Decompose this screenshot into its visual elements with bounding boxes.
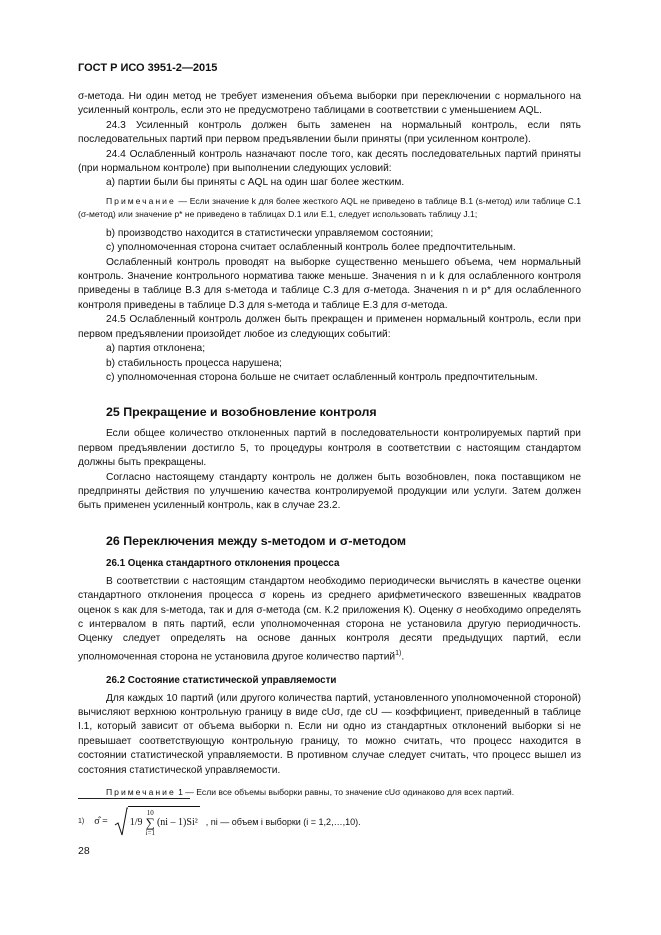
list-item: а) партии были бы приняты с AQL на один шаг более жестким. — [106, 177, 405, 189]
list-item: b) производство находится в статистически управляемом состоянии; — [106, 227, 434, 239]
paragraph: 24.4 Ослабленный контроль назначают после того, как десять последовательных партий приняты (при нормальном контроле) при выполнении следующих условий: — [78, 148, 581, 175]
footnote-marker: 1) — [78, 817, 85, 825]
paragraph: Если общее количество отклоненных партий в последовательности контролируемых партий при первом предъявлении достигло 5, то процедуры контроля в соответствии с настоящим стандартом должны быть прекращены. — [78, 428, 581, 469]
note-label: Примечание — [106, 787, 176, 798]
period: . — [401, 651, 405, 663]
note-text: 1 — Если все объемы выборки равны, то значение cUσ одинаково для всех партий. — [175, 787, 515, 798]
footnote-text: , ni — объем i выборки (i = 1,2,…,10). — [205, 816, 361, 827]
list-item: а) партия отклонена; — [106, 343, 206, 355]
note — [78, 195, 581, 221]
footnote-separator — [78, 798, 190, 799]
list-item: с) уполномоченная сторона больше не считает ослабленный контроль предпочтительным. — [106, 371, 538, 383]
paragraph: σ-метода. Ни один метод не требует изменения объема выборки при переключении с нормального на усиленный контроль, если это не предусмотрено таблицами в соответствии с уменьшением AQL. — [78, 91, 581, 117]
paragraph: Ослабленный контроль проводят на выборке существенно меньшего объема, чем нормальный контроль. Значение контрольного норматива также меньше. Значения n и k для ослабленного контроля приведены в таблице В.3 для s-метода и таблице С.3 для σ-метода. Значения n и p* для ослабленного контроля приведены в таблице D.3 для s-метода и таблице E.3 для σ-метода. — [78, 256, 581, 311]
formula-fraction: 1/9 — [129, 817, 143, 828]
paragraph — [78, 575, 581, 665]
list-item: b) стабильность процесса нарушена; — [106, 357, 282, 369]
paragraph: 24.3 Усиленный контроль должен быть заменен на нормальный контроль, если пять последовательных партий при первом предъявлении были приняты (при усиленном контроле). — [78, 119, 581, 146]
sum-icon: ∑ — [145, 815, 155, 830]
paragraph: Для каждых 10 партий (или другого количества партий, установленного уполномоченной стороной) вычисляют верхнюю контрольную границу в виде cUσ, где cU — коэффициент, приведенный в таблице I.1, который зависит от объема выборки n. Если ни одно из стандартных отклонений выборки si не превышает соответствующую контрольную границу, то можно считать, что процесс находится в состоянии статистической управляемости. В противном случае следует считать, что процесс вышел из состояния статистической управляемости. — [78, 692, 581, 776]
document-header: ГОСТ Р ИСО 3951-2—2015 — [78, 62, 218, 74]
page-number: 28 — [78, 845, 90, 857]
subsection-heading: 26.1 Оценка стандартного отклонения процесса — [106, 557, 340, 569]
document-body — [78, 90, 581, 805]
list-item: с) уполномоченная сторона считает ослабленный контроль более предпочтительным. — [106, 242, 516, 254]
section-heading: 26 Переключения между s-методом и σ-методом — [106, 533, 407, 548]
subsection-heading: 26.2 Состояние статистической управляемости — [106, 674, 337, 686]
footnote-formula — [94, 806, 200, 837]
footnote — [78, 806, 581, 837]
note-text: — Если значение k для более жесткого AQL не приведено в таблице В.1 (s-метод) или таблице С.1 (σ-метод) или значение p* не приведено в таблицах D.1 или E.1, следует использовать таблицу J.1; — [78, 195, 581, 219]
sum-upper-limit: 10 — [146, 809, 154, 817]
paragraph: 24.5 Ослабленный контроль должен быть прекращен и применен нормальный контроль, если при первом предъявлении произойдет любое из следующих событий: — [78, 314, 581, 340]
footnote-ref: 1) — [395, 649, 402, 657]
formula-lhs: σ̂ = — [94, 815, 108, 827]
paragraph-text: В соответствии с настоящим стандартом необходимо периодически вычислять в качестве оценки стандартного отклонения процесса σ корень из среднего арифметического взвешенных квадратов оценок s как для s-метода, так и для σ-метода (см. К.2 приложения К). Оценку σ необходимо определять с интервалом в пять партий, если уполномоченная сторона не установила другую периодичность. Оценку следует определять на основе данных контроля десяти предыдущих партий, если уполномоченная сторона не установила другое количество партий — [78, 575, 581, 663]
note-label: Примечание — [106, 195, 176, 206]
paragraph: Согласно настоящему стандарту контроль не должен быть возобновлен, пока поставщиком не предприняты действия по улучшению качества контролируемой продукции или услуги. Затем должен быть применен усиленный контроль, как в случае 23.2. — [78, 471, 581, 512]
formula-body: (ni – 1)Si² — [156, 817, 198, 828]
sqrt-sign-icon — [114, 807, 128, 837]
section-heading: 25 Прекращение и возобновление контроля — [106, 405, 377, 420]
sum-lower-limit: i=1 — [145, 829, 155, 837]
